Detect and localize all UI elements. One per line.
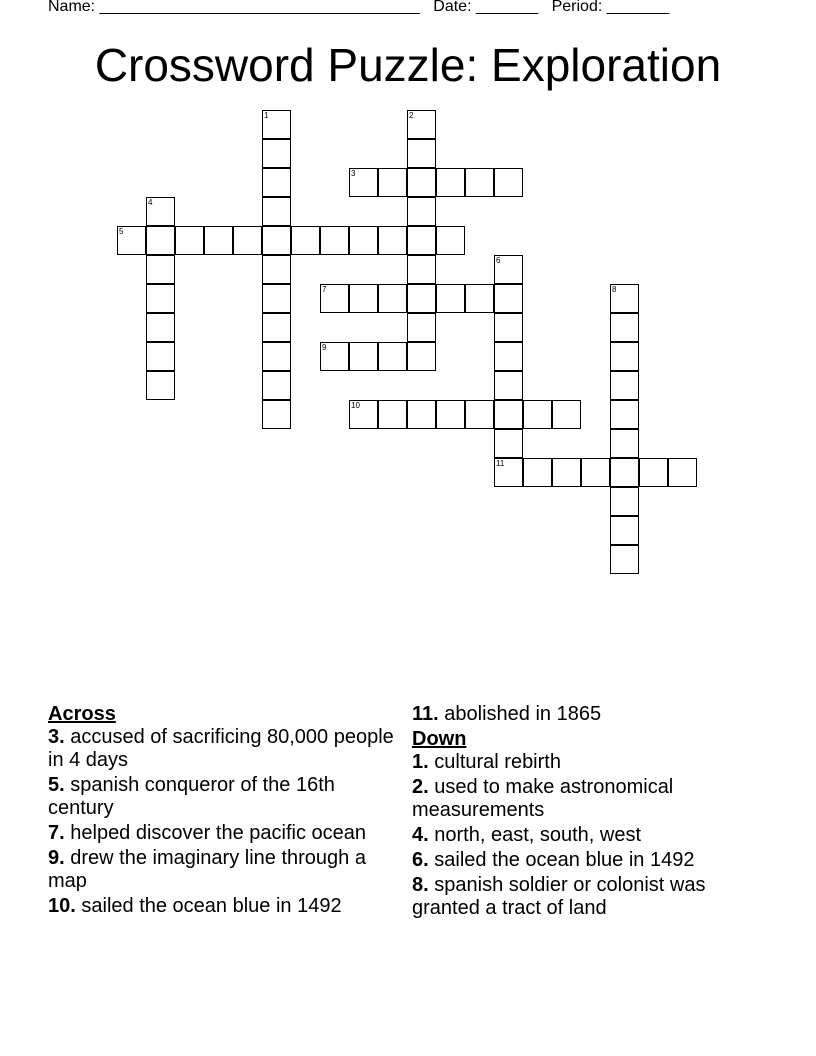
crossword-cell[interactable] — [610, 458, 639, 487]
crossword-cell[interactable] — [146, 197, 175, 226]
clue-text: sailed the ocean blue in 1492 — [81, 895, 342, 917]
crossword-cell[interactable] — [262, 313, 291, 342]
crossword-cell[interactable] — [465, 168, 494, 197]
crossword-cell[interactable] — [610, 400, 639, 429]
crossword-cell[interactable] — [494, 342, 523, 371]
clue-number: 3. — [48, 726, 65, 748]
crossword-cell[interactable] — [494, 400, 523, 429]
crossword-cell[interactable] — [407, 168, 436, 197]
crossword-cell[interactable] — [610, 313, 639, 342]
clue-number-label: 5 — [119, 227, 124, 236]
crossword-cell[interactable] — [436, 226, 465, 255]
clue-number: 5. — [48, 774, 65, 796]
clue-number: 4. — [412, 824, 429, 846]
crossword-cell[interactable] — [407, 342, 436, 371]
crossword-cell[interactable] — [494, 313, 523, 342]
crossword-cell[interactable] — [494, 458, 523, 487]
crossword-cell[interactable] — [378, 168, 407, 197]
crossword-cell[interactable] — [407, 197, 436, 226]
down-clue-8 — [412, 874, 752, 920]
crossword-cell[interactable] — [262, 284, 291, 313]
crossword-cell[interactable] — [610, 284, 639, 313]
crossword-cell[interactable] — [407, 284, 436, 313]
crossword-cell[interactable] — [610, 545, 639, 574]
crossword-cell[interactable] — [610, 371, 639, 400]
crossword-cell[interactable] — [610, 516, 639, 545]
crossword-cell[interactable] — [262, 139, 291, 168]
clue-number-label: 6 — [496, 256, 501, 265]
clue-number: 1. — [412, 751, 429, 773]
crossword-cell[interactable] — [668, 458, 697, 487]
crossword-cell[interactable] — [233, 226, 262, 255]
crossword-cell[interactable] — [262, 255, 291, 284]
crossword-cell[interactable] — [552, 458, 581, 487]
down-clue-4 — [412, 824, 752, 847]
clue-text: used to make astronomical measurements — [412, 776, 674, 821]
clue-number-label: 11 — [496, 459, 505, 468]
crossword-cell[interactable] — [204, 226, 233, 255]
crossword-cell[interactable] — [262, 342, 291, 371]
crossword-cell[interactable] — [407, 313, 436, 342]
crossword-cell[interactable] — [146, 226, 175, 255]
crossword-cell[interactable] — [146, 342, 175, 371]
crossword-cell[interactable] — [349, 168, 378, 197]
crossword-cell[interactable] — [175, 226, 204, 255]
crossword-cell[interactable] — [610, 429, 639, 458]
date-field-label[interactable]: Date: _______ — [433, 0, 539, 15]
clue-number-label: 9 — [322, 343, 327, 352]
clue-number: 2. — [412, 776, 429, 798]
crossword-cell[interactable] — [494, 255, 523, 284]
clues-right-column — [412, 703, 752, 922]
crossword-cell[interactable] — [262, 110, 291, 139]
crossword-cell[interactable] — [146, 284, 175, 313]
down-clue-1 — [412, 751, 752, 774]
clue-number-label: 3 — [351, 169, 356, 178]
period-field-label[interactable]: Period: _______ — [551, 0, 670, 15]
crossword-cell[interactable] — [436, 284, 465, 313]
clue-number: 7. — [48, 822, 65, 844]
clues-left-column — [48, 703, 398, 920]
crossword-cell[interactable] — [262, 371, 291, 400]
across-clue-3 — [48, 726, 398, 772]
clue-number: 6. — [412, 849, 429, 871]
crossword-cell[interactable] — [407, 226, 436, 255]
clue-text: abolished in 1865 — [444, 703, 602, 725]
clue-number-label: 10 — [351, 401, 360, 410]
clue-number-label: 2 — [409, 111, 414, 120]
crossword-cell[interactable] — [378, 284, 407, 313]
across-clue-5 — [48, 774, 398, 820]
crossword-cell[interactable] — [262, 226, 291, 255]
crossword-cell[interactable] — [494, 168, 523, 197]
crossword-cell[interactable] — [494, 429, 523, 458]
name-field-label[interactable]: Name: ____________________________________ — [48, 0, 420, 15]
crossword-cell[interactable] — [349, 284, 378, 313]
crossword-cell[interactable] — [610, 487, 639, 516]
clue-number-label: 4 — [148, 198, 153, 207]
crossword-cell[interactable] — [436, 400, 465, 429]
crossword-cell[interactable] — [378, 400, 407, 429]
across-clue-10 — [48, 895, 398, 918]
crossword-cell[interactable] — [262, 168, 291, 197]
crossword-cell[interactable] — [320, 284, 349, 313]
crossword-cell[interactable] — [262, 197, 291, 226]
crossword-cell[interactable] — [407, 139, 436, 168]
crossword-cell[interactable] — [465, 400, 494, 429]
clue-number: 8. — [412, 874, 429, 896]
crossword-cell[interactable] — [349, 400, 378, 429]
crossword-cell[interactable] — [320, 226, 349, 255]
clue-number: 10. — [48, 895, 76, 917]
crossword-cell[interactable] — [610, 342, 639, 371]
crossword-cell[interactable] — [320, 342, 349, 371]
clue-text: sailed the ocean blue in 1492 — [434, 849, 695, 871]
crossword-cell[interactable] — [581, 458, 610, 487]
down-heading: Down — [412, 728, 467, 750]
crossword-cell[interactable] — [494, 284, 523, 313]
crossword-cell[interactable] — [262, 400, 291, 429]
across-heading: Across — [48, 703, 116, 725]
crossword-cell[interactable] — [378, 342, 407, 371]
clue-number-label: 1 — [264, 111, 269, 120]
clue-number-label: 8 — [612, 285, 617, 294]
crossword-cell[interactable] — [552, 400, 581, 429]
clue-number: 9. — [48, 847, 65, 869]
clue-text: north, east, south, west — [434, 824, 642, 846]
down-clue-2 — [412, 776, 752, 822]
crossword-cell[interactable] — [146, 255, 175, 284]
clue-text: drew the imaginary line through a map — [48, 847, 366, 892]
across-clue-11 — [412, 703, 752, 726]
crossword-cell[interactable] — [407, 400, 436, 429]
across-clue-9 — [48, 847, 398, 893]
page-title: Crossword Puzzle: Exploration — [94, 39, 722, 91]
crossword-cell[interactable] — [436, 168, 465, 197]
crossword-cell[interactable] — [523, 400, 552, 429]
crossword-cell[interactable] — [494, 371, 523, 400]
crossword-cell[interactable] — [465, 284, 494, 313]
clue-number-label: 7 — [322, 285, 327, 294]
clue-number: 11. — [412, 703, 439, 725]
crossword-cell[interactable] — [639, 458, 668, 487]
crossword-cell[interactable] — [378, 226, 407, 255]
crossword-cell[interactable] — [407, 255, 436, 284]
crossword-cell[interactable] — [291, 226, 320, 255]
across-clue-7 — [48, 822, 398, 845]
crossword-cell[interactable] — [117, 226, 146, 255]
clue-text: spanish conqueror of the 16th century — [48, 774, 335, 819]
crossword-cell[interactable] — [523, 458, 552, 487]
down-clue-6 — [412, 849, 752, 872]
clue-text: helped discover the pacific ocean — [70, 822, 366, 844]
clue-text: spanish soldier or colonist was granted a tract of land — [412, 874, 706, 919]
crossword-cell[interactable] — [146, 371, 175, 400]
clue-text: accused of sacrificing 80,000 people in 4 days — [48, 726, 394, 771]
clue-text: cultural rebirth — [434, 751, 561, 773]
crossword-cell[interactable] — [146, 313, 175, 342]
crossword-cell[interactable] — [407, 110, 436, 139]
crossword-cell[interactable] — [349, 342, 378, 371]
crossword-cell[interactable] — [349, 226, 378, 255]
